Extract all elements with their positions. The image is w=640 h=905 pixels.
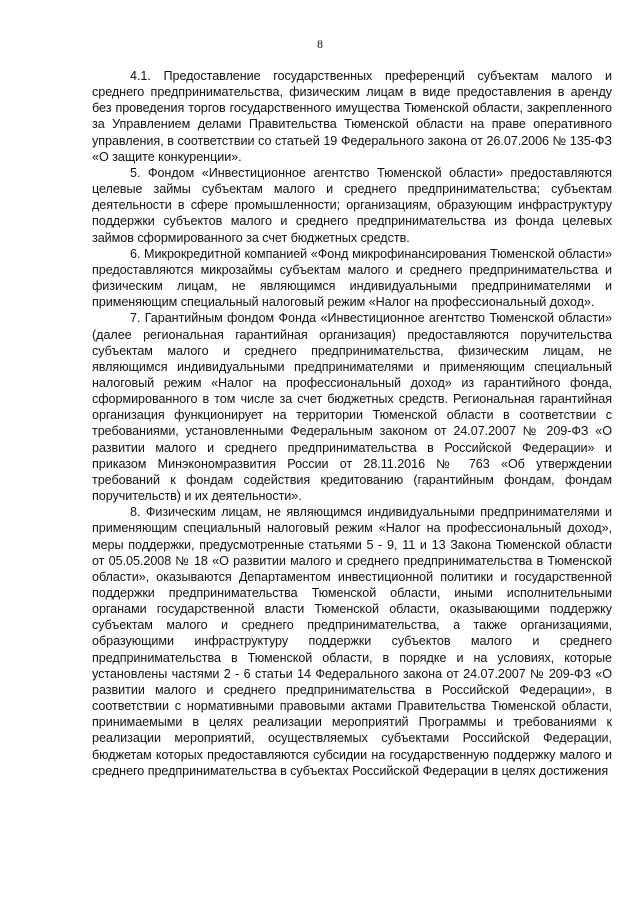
paragraph-8: 8. Физическим лицам, не являющимся индивидуальными предпринимателями и применяющим специальный налоговый режим «Налог на профессиональный доход», меры поддержки, предусмотренные статьями 5 - 9, 11 и 13 Закона Тюменской области от 05.05.2008 № 18 «О развитии малого и среднего предпринимательства в Тюменской области», оказываются Департаментом инвестиционной политики и государственной поддержки предпринимательства Тюменской области, иными исполнительными органами государственной власти Тюменской области, оказывающими поддержку субъектам малого и среднего предпринимательства, а также организациями, образующими инфраструктуру поддержки субъектов малого и среднего предпринимательства в Тюменской области, в порядке и на условиях, которые установлены частями 2 - 6 статьи 14 Федерального закона от 24.07.2007 № 209-ФЗ «О развитии малого и среднего предпринимательства в Российской Федерации», в соответствии с нормативными правовыми актами Правительства Тюменской области, принимаемыми в целях реализации мероприятий Программы и требованиями к реализации мероприятий, осуществляемых субъектами Российской Федерации, бюджетам которых предоставляются субсидии на государственную поддержку малого и среднего предпринимательства в субъектах Российской Федерации в целях достижения <box>92 505 612 778</box>
page-number: 8 <box>317 37 323 51</box>
paragraph-5: 5. Фондом «Инвестиционное агентство Тюменской области» предоставляются целевые займы субъектам малого и среднего предпринимательства; субъектам деятельности в сфере промышленности; организациям, образующим инфраструктуру поддержки субъектов малого и среднего предпринимательства из фонда целевых займов сформированного за счет бюджетных средств. <box>92 165 612 245</box>
paragraph-4-1: 4.1. Предоставление государственных преференций субъектам малого и среднего предпринимательства, физическим лицам в виде предоставления в аренду без проведения торгов государственного имущества Тюменской области, закрепленного за Управлением делами Правительства Тюменской области на праве оперативного управления, в соответствии со статьей 19 Федерального закона от 26.07.2006 № 135-ФЗ «О защите конкуренции». <box>92 69 612 164</box>
paragraph-6: 6. Микрокредитной компанией «Фонд микрофинансирования Тюменской области» предоставляются микрозаймы субъектам малого и среднего предпринимательства и физическим лицам, не являющимся индивидуальными предпринимателями и применяющим специальный налоговый режим «Налог на профессиональный доход». <box>92 246 612 310</box>
document-body <box>92 68 612 779</box>
paragraph-7: 7. Гарантийным фондом Фонда «Инвестиционное агентство Тюменской области» (далее региональная гарантийная организация) предоставляются поручительства субъектам малого и среднего предпринимательства, физическим лицам, не являющимся индивидуальными предпринимателями и применяющим специальный налоговый режим «Налог на профессиональный доход» из гарантийного фонда, сформированного в том числе за счет бюджетных средств. Региональная гарантийная организация функционирует на территории Тюменской области в соответствии с требованиями, установленными Федеральным законом от 24.07.2007 № 209-ФЗ «О развитии малого и среднего предпринимательства в Российской Федерации» и приказом Минэкономразвития России от 28.11.2016 № 763 «Об утверждении требований к фондам содействия кредитованию (гарантийным фондам, фондам поручительств) и их деятельности». <box>92 311 612 504</box>
